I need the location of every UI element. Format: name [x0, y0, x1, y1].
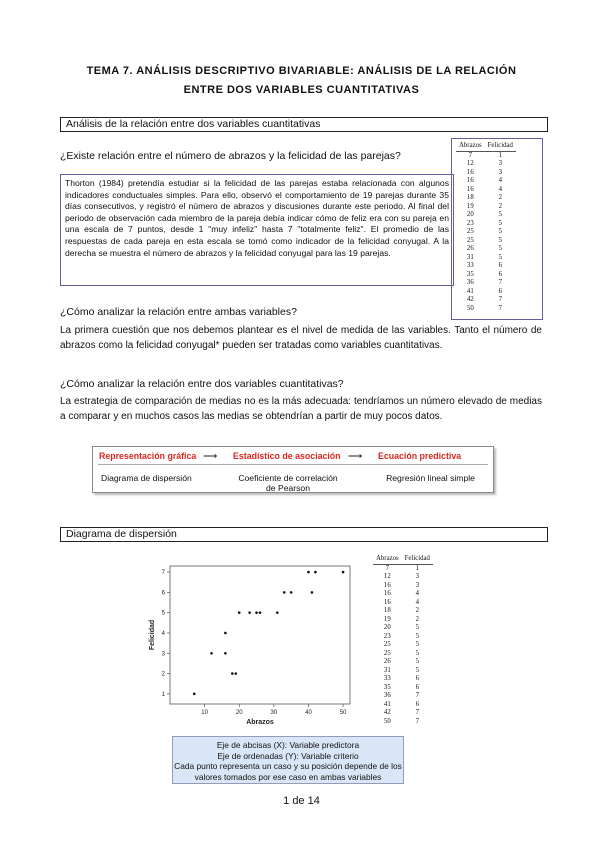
info-line-1: Eje de abcisas (X): Variable predictora: [216, 740, 360, 750]
cell-abrazos: 41: [466, 287, 474, 295]
table-row: [373, 616, 433, 625]
table-row: [456, 194, 516, 203]
y-tick-label: 2: [161, 671, 165, 678]
data-table-2: [373, 555, 433, 726]
question-1: ¿Existe relación entre el número de abrazos y la felicidad de las parejas?: [60, 150, 401, 162]
col-abrazos-2: Abrazos: [373, 555, 402, 564]
data-point: [255, 611, 258, 614]
cell-abrazos: 50: [466, 304, 474, 312]
cell-abrazos: 20: [466, 211, 474, 218]
table-row: [456, 228, 516, 237]
cell-abrazos: 12: [383, 573, 391, 580]
cell-felicidad: 5: [415, 624, 419, 631]
cell-abrazos: 42: [383, 709, 391, 716]
cell-felicidad: 4: [415, 598, 419, 606]
data-point: [238, 611, 241, 614]
cell-felicidad: 5: [498, 245, 502, 252]
cell-abrazos: 20: [383, 624, 391, 631]
x-tick-label: 50: [339, 710, 347, 716]
table-row: [456, 245, 516, 254]
data-point: [342, 571, 345, 574]
data-table-top: [451, 138, 543, 320]
cell-felicidad: 6: [415, 700, 419, 708]
x-tick-label: 30: [270, 710, 278, 716]
y-tick-label: 5: [161, 610, 165, 617]
flow-step-3-title: Ecuación predictiva: [378, 451, 462, 461]
question-2: ¿Cómo analizar la relación entre ambas variables?: [60, 306, 297, 318]
cell-abrazos: 12: [466, 160, 474, 167]
plot-frame: [170, 566, 350, 704]
flow-step-2-label-line2: de Pearson: [266, 483, 310, 493]
table-row: [456, 151, 516, 160]
cell-abrazos: 25: [466, 236, 474, 244]
question-3: ¿Cómo analizar la relación entre dos variables cuantitativas?: [60, 378, 344, 390]
table-row: [373, 701, 433, 710]
cell-felicidad: 5: [498, 219, 502, 227]
analysis-flow-diagram: [92, 446, 494, 493]
info-line-2: Eje de ordenadas (Y): Variable criterio: [217, 750, 359, 761]
table-row: [456, 262, 516, 271]
table-row: [456, 237, 516, 246]
cell-felicidad: 5: [498, 211, 502, 218]
cell-felicidad: 3: [415, 573, 419, 580]
table-row: [373, 675, 433, 684]
cell-abrazos: 16: [466, 177, 474, 184]
cell-felicidad: 6: [498, 270, 502, 278]
cell-abrazos: 33: [466, 262, 474, 269]
cell-felicidad: 2: [498, 202, 502, 210]
table-row: [456, 211, 516, 220]
cell-felicidad: 6: [498, 287, 502, 295]
cell-felicidad: 7: [498, 296, 502, 303]
table-row: [373, 684, 433, 693]
cell-felicidad: 1: [415, 564, 419, 572]
cell-felicidad: 6: [498, 262, 502, 269]
y-tick-label: 7: [161, 570, 165, 577]
data-point: [210, 652, 213, 655]
table-row: [456, 160, 516, 169]
cell-felicidad: 2: [498, 194, 502, 201]
data-table: [456, 142, 516, 313]
title-line-1: TEMA 7. ANÁLISIS DESCRIPTIVO BIVARIABLE: ANÁLISIS DE LA RELACIÓN: [86, 65, 517, 77]
cell-abrazos: 19: [383, 615, 391, 623]
cell-felicidad: 5: [498, 236, 502, 244]
arrow-right-icon: ⟶: [348, 451, 363, 462]
flow-step-2-label-line1: Coeficiente de correlación: [238, 473, 338, 483]
cell-felicidad: 2: [415, 615, 419, 623]
cell-felicidad: 4: [498, 177, 502, 184]
scatter-plot: [146, 560, 356, 725]
cell-abrazos: 36: [383, 692, 391, 699]
table-row: [373, 564, 433, 573]
cell-felicidad: 5: [415, 641, 419, 648]
cell-abrazos: 18: [466, 194, 474, 201]
table-row: [373, 573, 433, 582]
table-row: [456, 305, 516, 314]
cell-felicidad: 2: [415, 607, 419, 614]
cell-abrazos: 23: [383, 632, 391, 640]
data-point: [283, 591, 286, 594]
paragraph-strategy: La estrategia de comparación de medias no es la más adecuada: tendríamos un número elevado de medias a comparar y en muchos casos las medias se obtendrían a partir de muy pocos datos.: [60, 396, 542, 422]
y-axis-label: Felicidad: [149, 619, 156, 651]
data-point: [311, 591, 314, 594]
data-point: [224, 652, 227, 655]
cell-felicidad: 7: [415, 692, 419, 699]
table-row: [456, 296, 516, 305]
table-row: [373, 692, 433, 701]
flow-step-3-label: Regresión lineal simple: [386, 473, 475, 483]
data-point: [224, 632, 227, 635]
cell-felicidad: 3: [498, 160, 502, 167]
cell-abrazos: 18: [383, 607, 391, 614]
flow-step-1-label: Diagrama de dispersión: [101, 473, 192, 483]
cell-abrazos: 25: [466, 228, 474, 235]
table-row: [373, 658, 433, 667]
cell-abrazos: 42: [466, 296, 474, 303]
data-point: [248, 611, 251, 614]
cell-abrazos: 19: [466, 202, 474, 210]
cell-abrazos: 16: [383, 590, 391, 597]
data-point: [234, 672, 237, 675]
cell-felicidad: 7: [415, 709, 419, 716]
flow-step-2-title: Estadístico de asociación: [233, 451, 341, 461]
y-tick-label: 6: [161, 590, 165, 597]
table-row: [456, 203, 516, 212]
cell-abrazos: 16: [383, 598, 391, 606]
cell-abrazos: 16: [383, 581, 391, 589]
cell-abrazos: 33: [383, 675, 391, 682]
cell-felicidad: 3: [415, 581, 419, 589]
cell-abrazos: 26: [383, 658, 391, 665]
data-point: [314, 571, 317, 574]
col-felicidad: Felicidad: [485, 142, 516, 151]
flow-step-1-title: Representación gráfica: [99, 451, 197, 461]
cell-abrazos: 25: [383, 649, 391, 657]
cell-abrazos: 41: [383, 700, 391, 708]
cell-abrazos: 7: [385, 564, 390, 572]
x-tick-label: 20: [235, 710, 243, 716]
table-row: [373, 633, 433, 642]
table-row: [456, 279, 516, 288]
y-tick-label: 4: [161, 630, 165, 637]
x-tick-label: 40: [305, 710, 312, 716]
cell-felicidad: 5: [415, 649, 419, 657]
cell-abrazos: 25: [383, 641, 391, 648]
cell-abrazos: 35: [383, 683, 391, 691]
table-row: [456, 254, 516, 263]
cell-abrazos: 36: [466, 279, 474, 286]
table-row: [373, 590, 433, 599]
title-line-2: ENTRE DOS VARIABLES CUANTITATIVAS: [183, 84, 420, 96]
table-row: [373, 718, 433, 727]
data-table-bottom: [373, 555, 433, 726]
table-row: [456, 177, 516, 186]
arrow-right-icon: ⟶: [203, 451, 218, 462]
cell-felicidad: 3: [498, 168, 502, 176]
data-point: [307, 571, 310, 574]
cell-felicidad: 4: [415, 590, 419, 597]
table-row: [373, 582, 433, 591]
data-point: [276, 611, 279, 614]
info-line-3: Cada punto representa un caso y su posición depende de los: [174, 761, 402, 772]
paragraph-measurement: La primera cuestión que nos debemos plantear es el nivel de medida de las variables. Tanto el número de abrazos como la felicidad conyugal* pueden ser tratadas como variables cuantitativas.: [60, 325, 542, 351]
table-row: [373, 624, 433, 633]
cell-abrazos: 16: [466, 185, 474, 193]
section-heading-2: Diagrama de dispersión: [60, 527, 548, 542]
x-tick-label: 10: [201, 710, 208, 716]
cell-felicidad: 6: [415, 683, 419, 691]
data-point: [259, 611, 262, 614]
flow-step-2-label: [223, 473, 353, 493]
cell-abrazos: 35: [466, 270, 474, 278]
table-row: [373, 607, 433, 616]
cell-felicidad: 5: [415, 666, 419, 674]
cell-abrazos: 23: [466, 219, 474, 227]
data-point: [231, 672, 234, 675]
col-abrazos: Abrazos: [456, 142, 485, 151]
cell-felicidad: 4: [498, 185, 502, 193]
section-heading-1: Análisis de la relación entre dos variables cuantitativas: [60, 117, 548, 132]
cell-felicidad: 5: [498, 228, 502, 235]
flow-divider: [98, 464, 488, 465]
table-row: [373, 709, 433, 718]
cell-felicidad: 5: [415, 632, 419, 640]
y-tick-label: 1: [161, 691, 165, 698]
cell-abrazos: 31: [466, 253, 474, 261]
cell-abrazos: 31: [383, 666, 391, 674]
thornton-description: Thorton (1984) pretendía estudiar si la felicidad de las parejas estaba relacionada con algunos indicadores conductuales simples. Para ello, observó el comportamiento de 19 parejas durante 35 días consecutivos, y registró el número de abrazos y discusiones durante este periodo. Al final del periodo de observación cada miembro de la pareja debía indicar cómo de feliz era con su pareja en una escala de 7 puntos, desde 1 "muy infeliz" hasta 7 "totalmente feliz". El promedio de las respuestas de cada pareja en esta escala se tomó como indicador de la felicidad conyugal. A la derecha se muestra el número de abrazos y la felicidad conyugal para las 19 parejas.: [60, 174, 454, 286]
cell-abrazos: 7: [468, 151, 473, 159]
cell-felicidad: 7: [415, 717, 419, 725]
cell-felicidad: 5: [415, 658, 419, 665]
cell-felicidad: 7: [498, 279, 502, 286]
info-line-4: valores tomados por ese caso en ambas variables: [194, 771, 382, 782]
cell-abrazos: 16: [466, 168, 474, 176]
axis-info-box: [172, 736, 404, 784]
cell-abrazos: 26: [466, 245, 474, 252]
table-row: [373, 650, 433, 659]
table-row: [456, 169, 516, 178]
data-point: [290, 591, 293, 594]
table-row: [456, 271, 516, 280]
data-point: [193, 693, 196, 696]
table-row: [373, 667, 433, 676]
cell-abrazos: 50: [383, 717, 391, 725]
y-tick-label: 3: [161, 651, 165, 658]
table-row: [373, 641, 433, 650]
page-title: [0, 62, 603, 100]
col-felicidad-2: Felicidad: [402, 555, 433, 564]
x-axis-label: Abrazos: [246, 719, 274, 725]
table-row: [373, 599, 433, 608]
table-row: [456, 288, 516, 297]
cell-felicidad: 7: [498, 304, 502, 312]
cell-felicidad: 6: [415, 675, 419, 682]
table-row: [456, 220, 516, 229]
table-row: [456, 186, 516, 195]
page-number: 1 de 14: [283, 795, 320, 807]
cell-felicidad: 5: [498, 253, 502, 261]
cell-felicidad: 1: [498, 151, 502, 159]
